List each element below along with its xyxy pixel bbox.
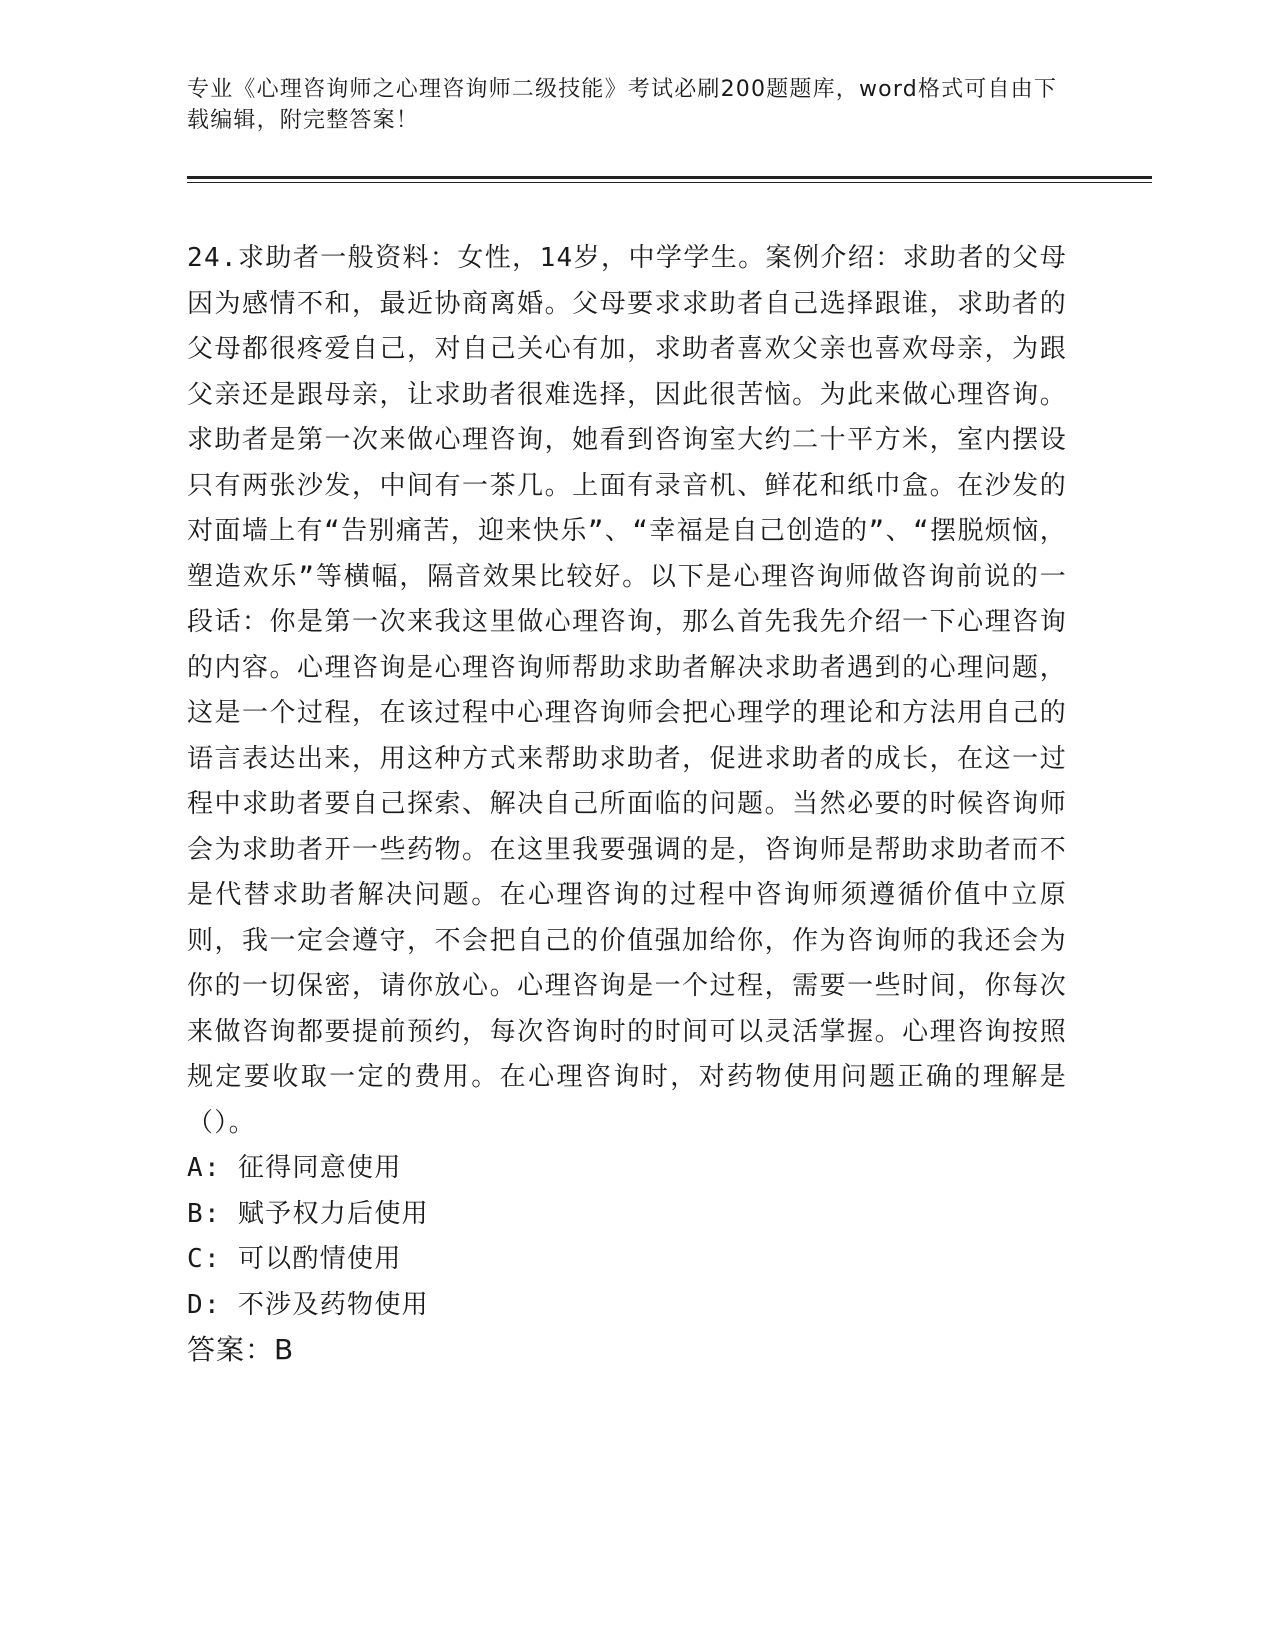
question-number: 24. <box>187 243 238 273</box>
question-block <box>187 236 1067 1372</box>
header-rule-thin <box>187 182 1152 183</box>
option-b: B: 赋予权力后使用 <box>187 1198 429 1229</box>
question-body: 求助者一般资料：女性，14岁，中学学生。案例介绍：求助者的父母因为感情不和，最近协商离婚。父母要求求助者自己选择跟谁，求助者的父母都很疼爱自己，对自己关心有加，求助者喜欢父亲也喜欢母亲，为跟父亲还是跟母亲，让求助者很难选择，因此很苦恼。为此来做心理咨询。求助者是第一次来做心理咨询，她看到咨询室大约二十平方米，室内摆设只有两张沙发，中间有一茶几。上面有录音机、鲜花和纸巾盒。在沙发的对面墙上有“告别痛苦，迎来快乐”、“幸福是自己创造的”、“摆脱烦恼，塑造欢乐”等横幅，隔音效果比较好。以下是心理咨询师做咨询前说的一段话：你是第一次来我这里做心理咨询，那么首先我先介绍一下心理咨询的内容。心理咨询是心理咨询师帮助求助者解决求助者遇到的心理问题，这是一个过程，在该过程中心理咨询师会把心理学的理论和方法用自己的语言表达出来，用这种方式来帮助求助者，促进求助者的成长，在这一过程中求助者要自己探索、解决自己所面临的问题。当然必要的时候咨询师会为求助者开一些药物。在这里我要强调的是，咨询师是帮助求助者而不是代替求助者解决问题。在心理咨询的过程中咨询师须遵循价值中立原则，我一定会遵守，不会把自己的价值强加给你，作为咨询师的我还会为你的一切保密，请你放心。心理咨询是一个过程，需要一些时间，你每次来做咨询都要提前预约，每次咨询时的时间可以灵活掌握。心理咨询按照规定要收取一定的费用。在心理咨询时，对药物使用问题正确的理解是（）。 <box>187 243 1067 1138</box>
option-a: A: 征得同意使用 <box>187 1153 402 1183</box>
option-d: D: 不涉及药物使用 <box>187 1289 429 1320</box>
question-text <box>187 236 1067 1146</box>
document-header <box>187 74 1077 136</box>
answer-text: 答案：B <box>187 1333 295 1366</box>
option-c: C: 可以酌情使用 <box>187 1244 402 1274</box>
header-rule-thick <box>187 176 1152 179</box>
header-text: 专业《心理咨询师之心理咨询师二级技能》考试必刷200题题库，word格式可自由下载编辑，附完整答案！ <box>187 77 1058 133</box>
